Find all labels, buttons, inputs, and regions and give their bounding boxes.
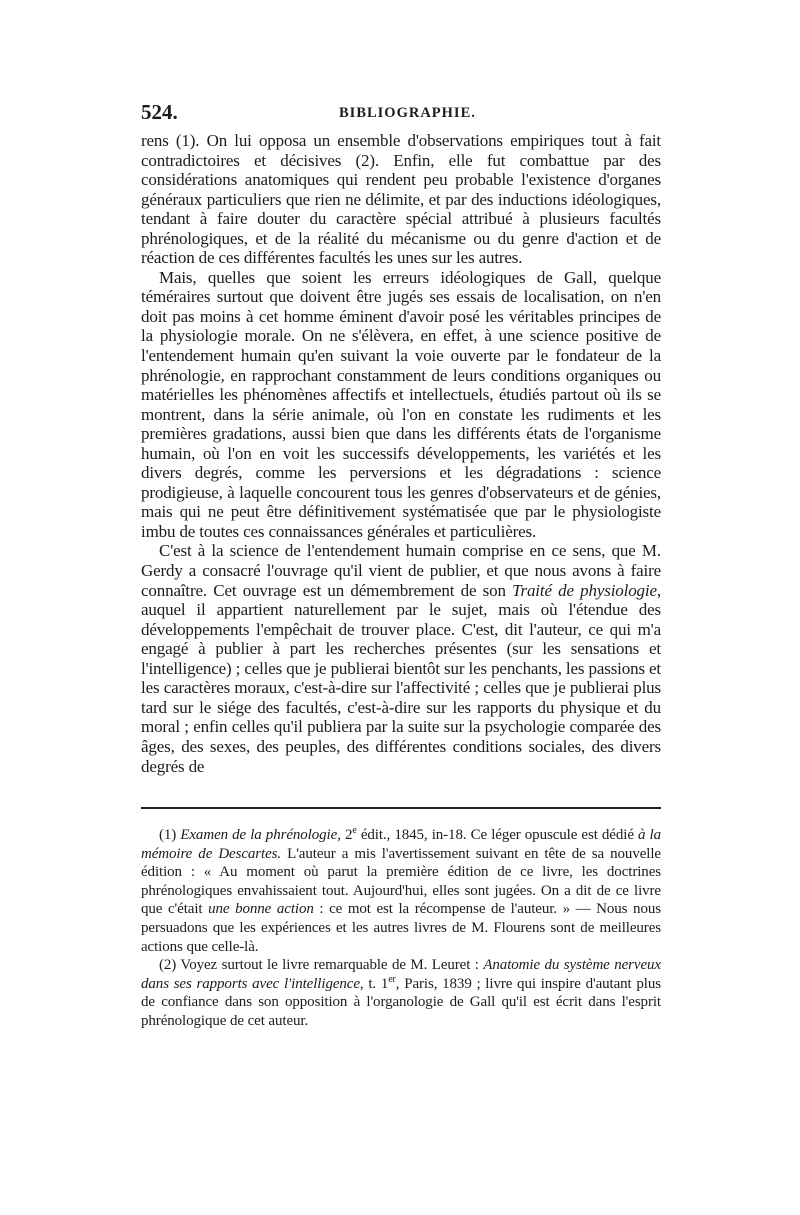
text-run: , t. 1 <box>359 975 389 992</box>
paragraph: Mais, quelles que soient les erreurs idéologiques de Gall, quelque téméraires surtout que doivent être jugés ses essais de localisation, on n'en doit pas moins à cet homme éminent d'avoir posé les véritables principes de la physiologie morale. On ne s'élèvera, en effet, à une science positive de l'entendement humain qu'en suivant la voie ouverte par le fondateur de la phrénologie, en rapprochant constamment de leurs conditions organiques ou matérielles les phénomènes affectifs et intellectuels, étudiés partout où ils se montrent, dans la série animale, où l'on en constate les rudiments et les premières gradations, aussi bien que dans les différents états de l'organisme humain, où l'on en voit les successifs développements, les variétés et les divers degrés, comme les perversions et les dégradations : science prodigieuse, à laquelle concourent tous les genres d'observateurs et de génies, mais qui ne peut être définitivement systématisée que par le physiologiste imbu de toutes ces connaissances générales et particulières. <box>141 267 661 541</box>
book-title: Traité de physiologie <box>512 580 657 600</box>
footnotes <box>141 826 661 1031</box>
footnote-divider <box>141 807 661 809</box>
footnote-marker: (2) Voyez surtout le livre remarquable de M. Leuret : <box>159 957 484 974</box>
footnote-marker: (1) <box>159 827 181 843</box>
text-run: L'auteur a mis l'avertissement suivant en tête de sa nouvelle édition : « Au moment où parut la première édition de ce livre, les doctrines phrénologiques envahissaient tout. Aujourd'hui, elles sont jugées. On a dit de ce livre que c'était <box>141 845 661 918</box>
running-title: BIBLIOGRAPHIE. <box>339 105 476 121</box>
footnote-1 <box>141 826 661 956</box>
dedication: à la mémoire de Descartes. <box>141 827 661 862</box>
superscript: e <box>352 825 357 836</box>
book-title: Anatomie du système nerveux dans ses rapports avec l'intelligence <box>141 957 661 992</box>
page-header <box>141 100 661 130</box>
book-title: Examen de la phrénologie <box>180 827 338 843</box>
paragraph <box>141 541 661 776</box>
superscript: er <box>388 973 396 985</box>
page-number: 524. <box>141 100 178 124</box>
text-run: , auquel il appartient naturellement par le sujet, mais où l'étendue des développements l'empêchait de trouver place. C'est, dit l'auteur, ce qui m'a engagé à publier à part les recherches présentes (sur les sensations et l'intelligence) ; celles que je publierai bientôt sur les penchants, les passions et les caractères moraux, c'est-à-dire sur l'affectivité ; celles que je publierai plus tard sur le siége des facultés, c'est-à-dire sur les rapports du physique et du moral ; enfin celles qu'il publiera par la suite sur la psychologie comparée des âges, des sexes, des peuples, des différentes conditions sociales, des divers degrés de <box>141 580 661 776</box>
quoted-phrase: une bonne action <box>208 901 314 918</box>
text-run: C'est à la science de l'entendement humain comprise en ce sens, que M. Gerdy a consacré l'ouvrage qu'il vient de publier, et que nous avons à faire connaître. Cet ouvrage est un démembrement de son <box>141 541 661 600</box>
main-text <box>141 131 661 776</box>
footnote-2 <box>141 956 661 1030</box>
paragraph: rens (1). On lui opposa un ensemble d'observations empiriques tout à fait contradictoires et décisives (2). Enfin, elle fut combattue par des considérations anatomiques qui rendent peu probable l'existence d'organes généraux particuliers que rien ne délimite, et par des inductions idéologiques, tendant à faire douter du caractère spécial attribué à plusieurs facultés phrénologiques, et de la réalité du mécanisme ou du genre d'action et de réaction de ces différentes facultés les unes sur les autres. <box>141 131 661 268</box>
text-run: , 2 <box>337 827 353 843</box>
text-run: : ce mot est la récompense de l'auteur. » — Nous nous persuadons que les expériences et les autres livres de M. Flourens sont de meilleures actions que celle-là. <box>141 901 661 955</box>
text-run: édit., 1845, in-18. Ce léger opuscule est dédié <box>356 827 638 843</box>
text-run: , Paris, 1839 ; livre qui inspire d'autant plus de confiance dans son opposition à l'organologie de Gall qu'il est écrit dans l'esprit phrénologique de cet auteur. <box>141 975 661 1029</box>
